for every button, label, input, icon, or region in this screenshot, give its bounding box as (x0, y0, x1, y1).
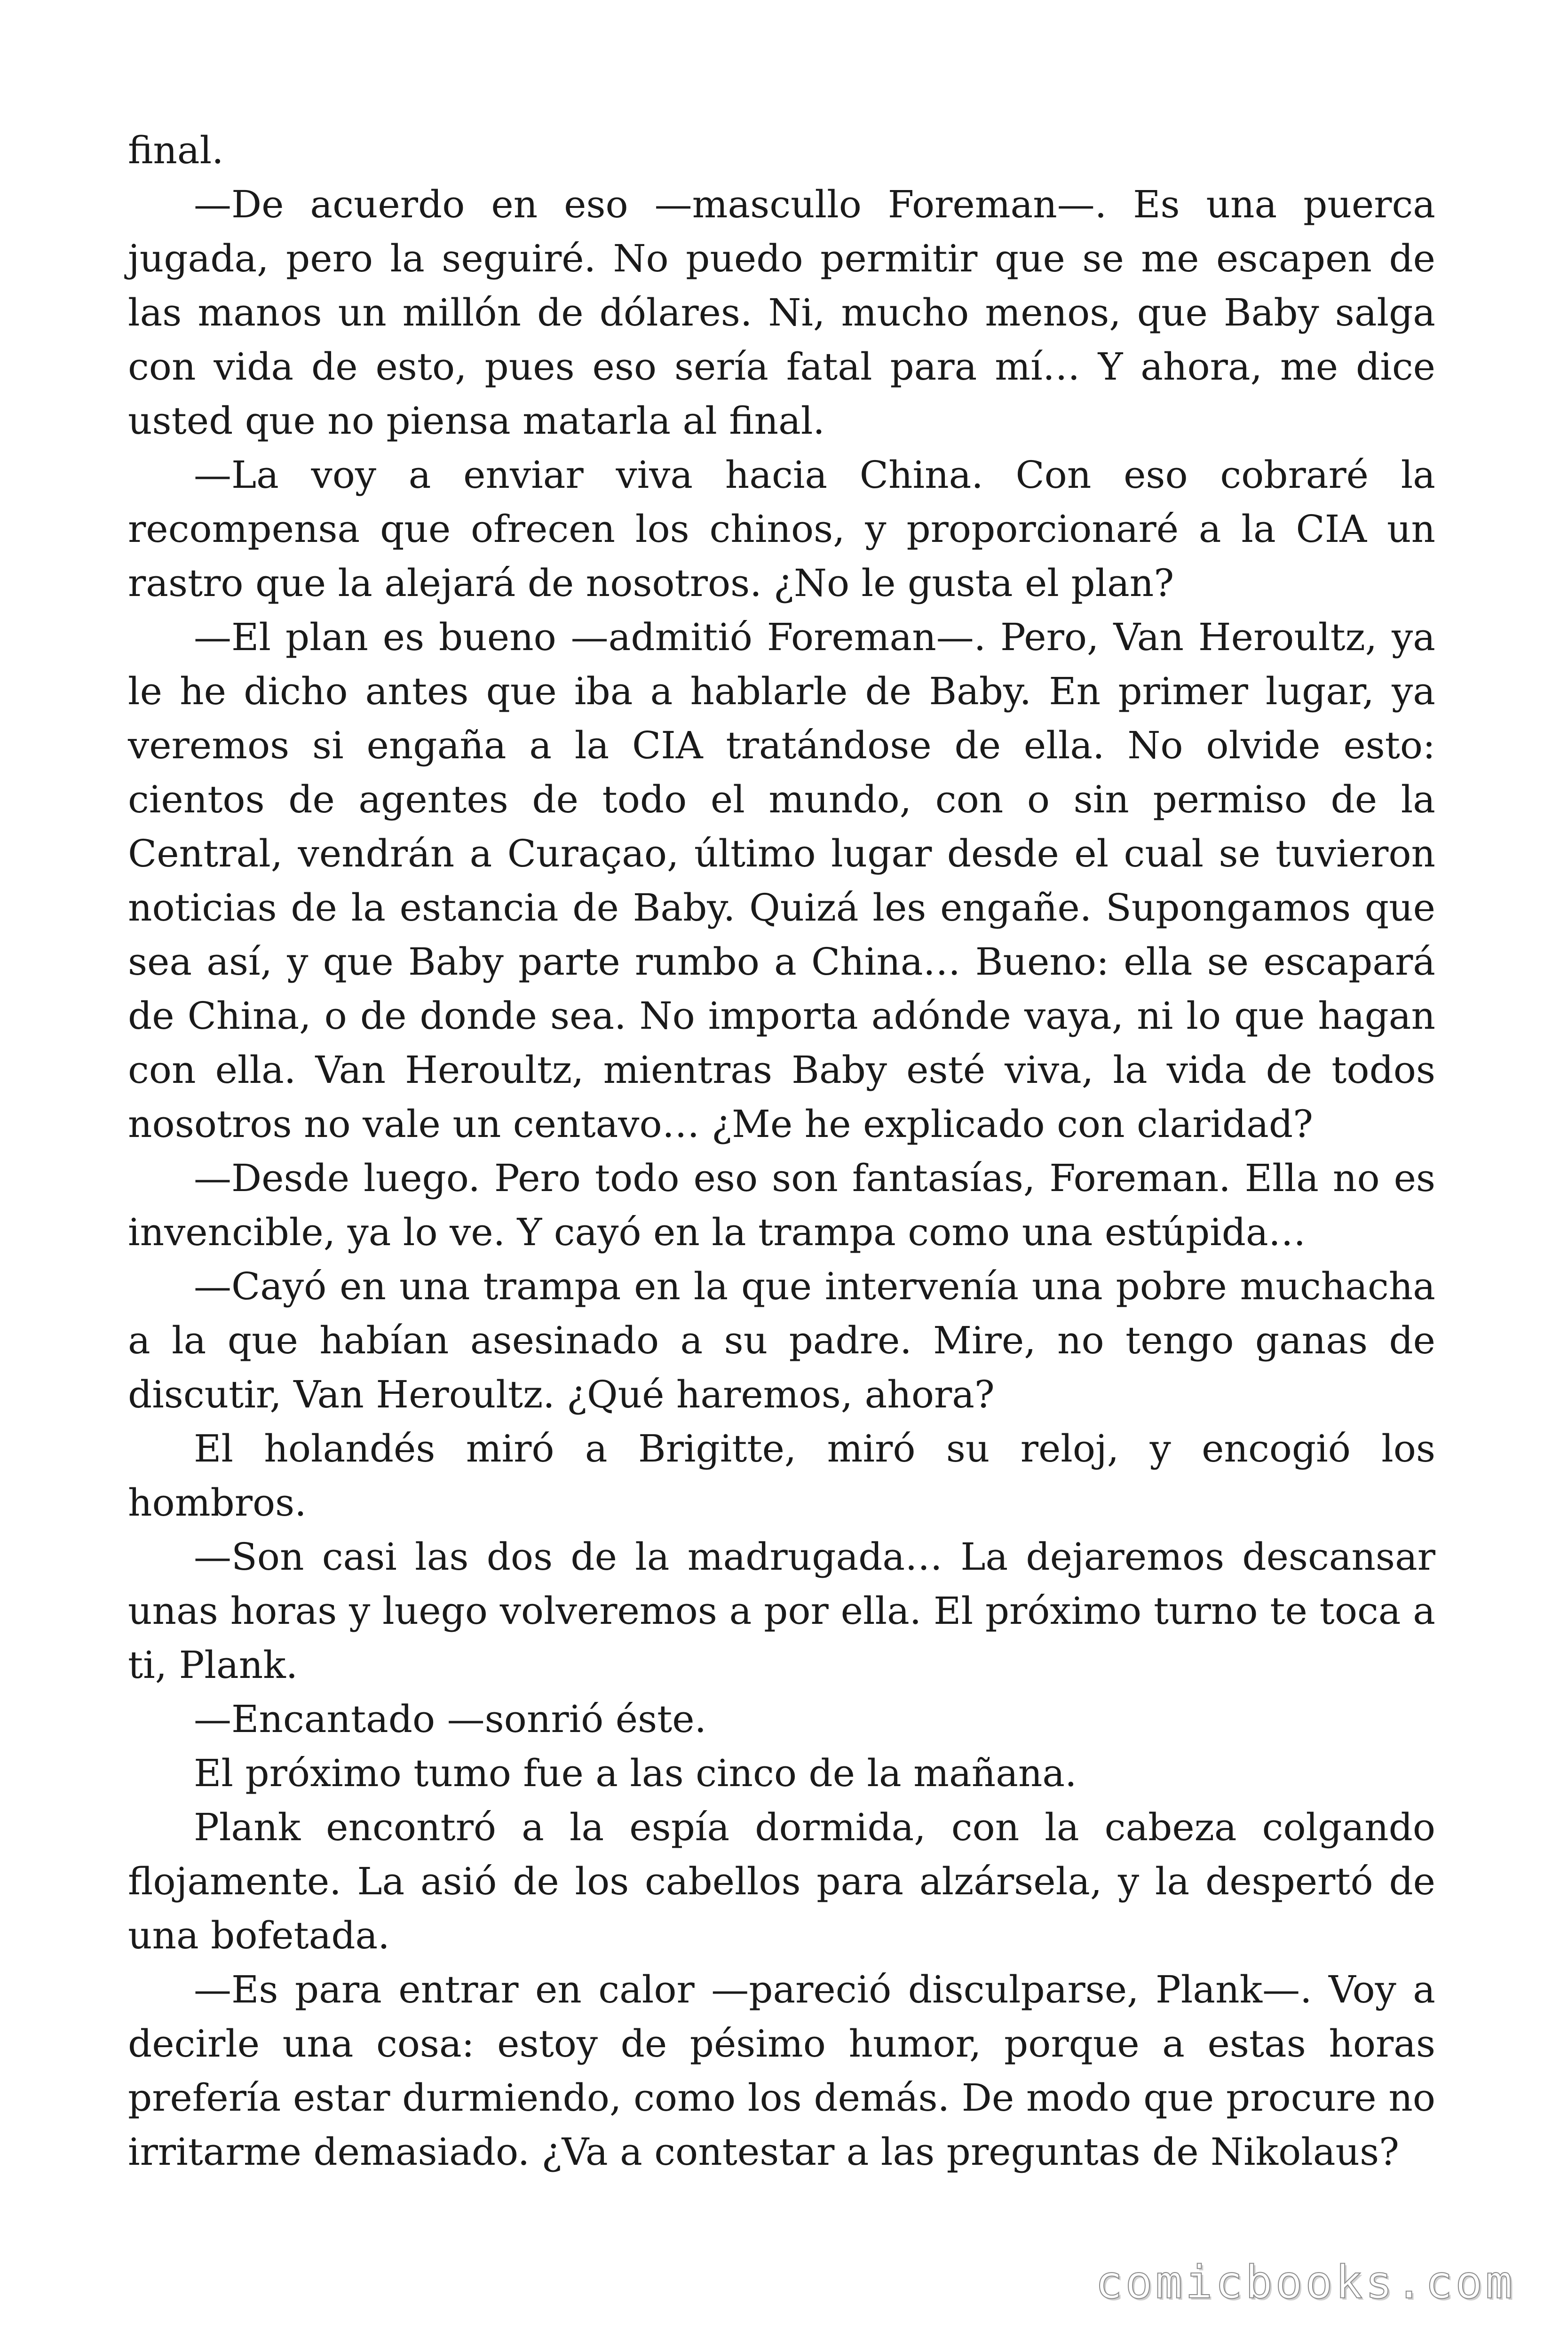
paragraph: —La voy a enviar viva hacia China. Con eso cobraré la recompensa que ofrecen los chinos, y proporcionaré a la CIA un rastro que la alejará de nosotros. ¿No le gusta el plan? (128, 453, 1435, 605)
paragraph: —De acuerdo en eso —mascullo Foreman—. Es una puerca jugada, pero la seguiré. No puedo permitir que se me escapen de las manos un millón de dólares. Ni, mucho menos, que Baby salga con vida de esto, pues eso sería fatal para mí… Y ahora, me dice usted que no piensa matarla al final. (128, 183, 1435, 443)
paragraph-continuation: final. (128, 128, 224, 172)
paragraph: —Son casi las dos de la madrugada… La dejaremos descansar unas horas y luego volveremos a por ella. El próximo turno te toca a ti, Plank. (128, 1535, 1435, 1687)
paragraph: —Encantado —sonrió éste. (194, 1697, 707, 1741)
watermark: comicbooks.com (1095, 2256, 1515, 2309)
paragraph: —Cayó en una trampa en la que intervenía una pobre muchacha a la que habían asesinado a su padre. Mire, no tengo ganas de discutir, Van Heroultz. ¿Qué haremos, ahora? (128, 1264, 1435, 1416)
paragraph: —Desde luego. Pero todo eso son fantasías, Foreman. Ella no es invencible, ya lo ve. Y cayó en la trampa como una estúpida… (128, 1156, 1435, 1254)
paragraph: El holandés miró a Brigitte, miró su reloj, y encogió los hombros. (128, 1427, 1435, 1525)
paragraph: —Es para entrar en calor —pareció disculparse, Plank—. Voy a decirle una cosa: estoy de pésimo humor, porque a estas horas prefería estar durmiendo, como los demás. De modo que procure no irritarme demasiado. ¿Va a contestar a las preguntas de Nikolaus? (128, 1968, 1435, 2174)
paragraph: —El plan es bueno —admitió Foreman—. Pero, Van Heroultz, ya le he dicho antes que iba a hablarle de Baby. En primer lugar, ya veremos si engaña a la CIA tratándose de ella. No olvide esto: cientos de agentes de todo el mundo, con o sin permiso de la Central, vendrán a Curaçao, último lugar desde el cual se tuvieron noticias de la estancia de Baby. Quizá les engañe. Supongamos que sea así, y que Baby parte rumbo a China… Bueno: ella se escapará de China, o de donde sea. No importa adónde vaya, ni lo que hagan con ella. Van Heroultz, mientras Baby esté viva, la vida de todos nosotros no vale un centavo… ¿Me he explicado con claridad? (128, 615, 1435, 1146)
paragraph: El próximo tumo fue a las cinco de la mañana. (194, 1751, 1077, 1795)
paragraph: Plank encontró a la espía dormida, con la cabeza colgando flojamente. La asió de los cabellos para alzársela, y la despertó de una bofetada. (128, 1805, 1435, 1957)
page-body (128, 123, 1435, 2179)
